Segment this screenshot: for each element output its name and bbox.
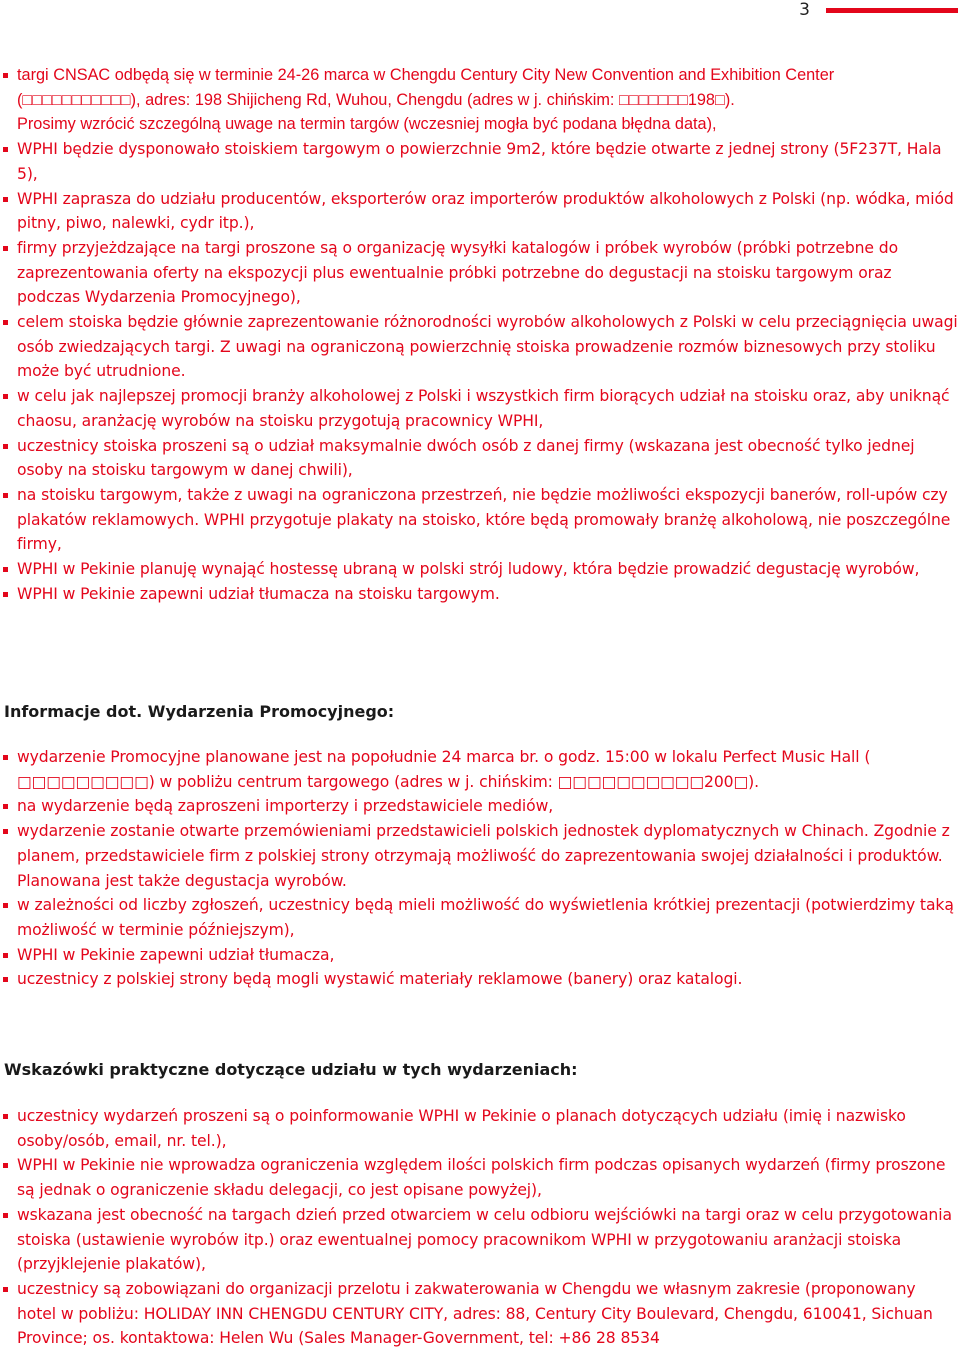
list-item-text: wskazana jest obecność na targach dzień przed otwarciem w celu odbioru wejściówki na targi oraz w celu przygotowania stoiska (ustawienie wyrobów itp.) oraz ewentualnej pomocy pracownikom WPHI w przygotowaniu aranżacji stoiska (przyjklejenie plakatów), xyxy=(17,1205,952,1274)
list-item-text: na wydarzenie będą zaproszeni importerzy i przedstawiciele mediów, xyxy=(17,797,554,816)
list-item xyxy=(0,434,958,483)
list-item-text: wydarzenie zostanie otwarte przemówieniami przedstawicieli polskich jednostek dyplomatycznych w Chinach. Zgodnie z planem, przedstawiciele firm z polskiej strony otrzymają możliwość do zaprezentowania swojej działalności i produktów. Planowana jest także degustacja wyrobów. xyxy=(17,822,950,890)
list-item-continuation: Prosimy wzrócić szczególną uwage na termin targów (wczesniej mogła być podana błędna data), xyxy=(17,115,717,134)
list-item xyxy=(0,1104,958,1153)
list-item-text: WPHI będzie dysponowało stoiskiem targowym o powierzchnie 9m2, które będzie otwarte z jednej strony (5F237T, Hala 5), xyxy=(17,140,942,183)
list-item xyxy=(0,187,958,236)
section-heading-promo-event: Informacje dot. Wydarzenia Promocyjnego: xyxy=(4,702,395,721)
list-item-text: WPHI w Pekinie nie wprowadza ograniczenia względem ilości polskich firm podczas opisanych wydarzeń (firmy proszone są jednak o ograniczenie składu delegacji, co jest opisane powyżej), xyxy=(17,1156,946,1200)
list-item xyxy=(0,384,958,433)
list-item-text: targi CNSAC odbędą się w terminie 24-26 marca w Chengdu Century City New Convention and Exhibition Center (□□□□□□□□□□□), adres: 198 Shijicheng Rd, Wuhou, Chengdu (adres w j. chińskim: □□□□□□□198□). xyxy=(17,66,835,109)
list-item xyxy=(0,582,958,607)
list-item xyxy=(0,794,958,819)
list-item-text: WPHI w Pekinie zapewni udział tłumacza, xyxy=(17,945,335,964)
fair-info-list xyxy=(0,63,958,606)
list-item xyxy=(0,236,958,310)
list-item-text: uczestnicy są zobowiązani do organizacji przelotu i zakwaterowania w Chengdu we własnym zakresie (proponowany hotel w pobliżu: HOLIDAY INN CHENGDU CENTURY CITY, adres: 88, Century City Boulevard, Chengdu, 610041, Sichuan Province; os. kontaktowa: Helen Wu (Sales Manager-Government, tel: +86 28 8534 xyxy=(17,1279,933,1348)
list-item-text: na stoisku targowym, także z uwagi na ograniczona przestrzeń, nie będzie możliwości ekspozycji banerów, roll-upów czy plakatów reklamowych. WPHI przygotuje plakaty na stoisko, które będą promowały branżę alkoholową, nie poszczególne firmy, xyxy=(17,485,951,554)
list-item xyxy=(0,943,958,968)
list-item-text: uczestnicy z polskiej strony będą mogli wystawić materiały reklamowe (banery) oraz katalogi. xyxy=(17,970,743,989)
list-item xyxy=(0,1153,958,1202)
list-item xyxy=(0,483,958,557)
list-item-text: celem stoiska będzie głównie zaprezentowanie różnorodności wyrobów alkoholowych z Polski w celu przeciągnięcia uwagi osób zwiedzających targi. Z uwagi na ograniczoną powierzchnię stoiska prowadzenie rozmów biznesowych przy stoliku może być utrudnione. xyxy=(17,313,958,381)
practical-tips-list xyxy=(0,1104,958,1351)
list-item-text: w zależności od liczby zgłoszeń, uczestnicy będą mieli możliwość do wyświetlenia krótkiej prezentacji (potwierdzimy taką możliwość w terminie późniejszym), xyxy=(17,896,954,939)
page-number: 3 xyxy=(799,0,810,20)
header-accent-bar xyxy=(826,8,958,13)
list-item xyxy=(0,893,958,942)
list-item xyxy=(0,63,958,137)
list-item-text: WPHI w Pekinie planuję wynająć hostessę ubraną w polski strój ludowy, która będzie prowadzić degustację wyrobów, xyxy=(17,560,920,579)
list-item xyxy=(0,967,958,992)
list-item xyxy=(0,137,958,186)
list-item-text: uczestnicy stoiska proszeni są o udział maksymalnie dwóch osób z danej firmy (wskazana jest obecność tylko jednej osoby na stoisku targowym w danej chwili), xyxy=(17,436,915,480)
list-item xyxy=(0,310,958,384)
list-item-text: firmy przyjeżdzające na targi proszone są o organizację wysyłki katalogów i próbek wyrobów (próbki potrzebne do zaprezentowania oferty na ekspozycji plus ewentualnie próbki potrzebne do degustacji na stoisku targowym oraz podczas Wydarzenia Promocyjnego), xyxy=(17,238,899,307)
list-item xyxy=(0,557,958,582)
section-heading-practical-tips: Wskazówki praktyczne dotyczące udziału w tych wydarzeniach: xyxy=(4,1060,578,1079)
list-item-text: WPHI w Pekinie zapewni udział tłumacza na stoisku targowym. xyxy=(17,584,500,603)
promo-event-list xyxy=(0,745,958,992)
list-item-text: uczestnicy wydarzeń proszeni są o poinformowanie WPHI w Pekinie o planach dotyczących udziału (imię i nazwisko osoby/osób, email, nr. tel.), xyxy=(17,1107,906,1150)
list-item xyxy=(0,819,958,893)
list-item xyxy=(0,745,958,794)
list-item xyxy=(0,1203,958,1277)
list-item xyxy=(0,1277,958,1351)
list-item-text: w celu jak najlepszej promocji branży alkoholowej z Polski i wszystkich firm biorących udział na stoisku oraz, aby uniknąć chaosu, aranżację wyrobów na stoisku przygotują pracownicy WPHI, xyxy=(17,387,950,430)
list-item-text: wydarzenie Promocyjne planowane jest na popołudnie 24 marca br. o godz. 15:00 w lokalu Perfect Music Hall ( □□□□□□□□□) w pobliżu centrum targowego (adres w j. chińskim: □□□□□□□□□□200□). xyxy=(17,748,871,791)
list-item-text: WPHI zaprasza do udziału producentów, eksporterów oraz importerów produktów alkoholowych z Polski (np. wódka, miód pitny, piwo, nalewki, cydr itp.), xyxy=(17,189,954,233)
